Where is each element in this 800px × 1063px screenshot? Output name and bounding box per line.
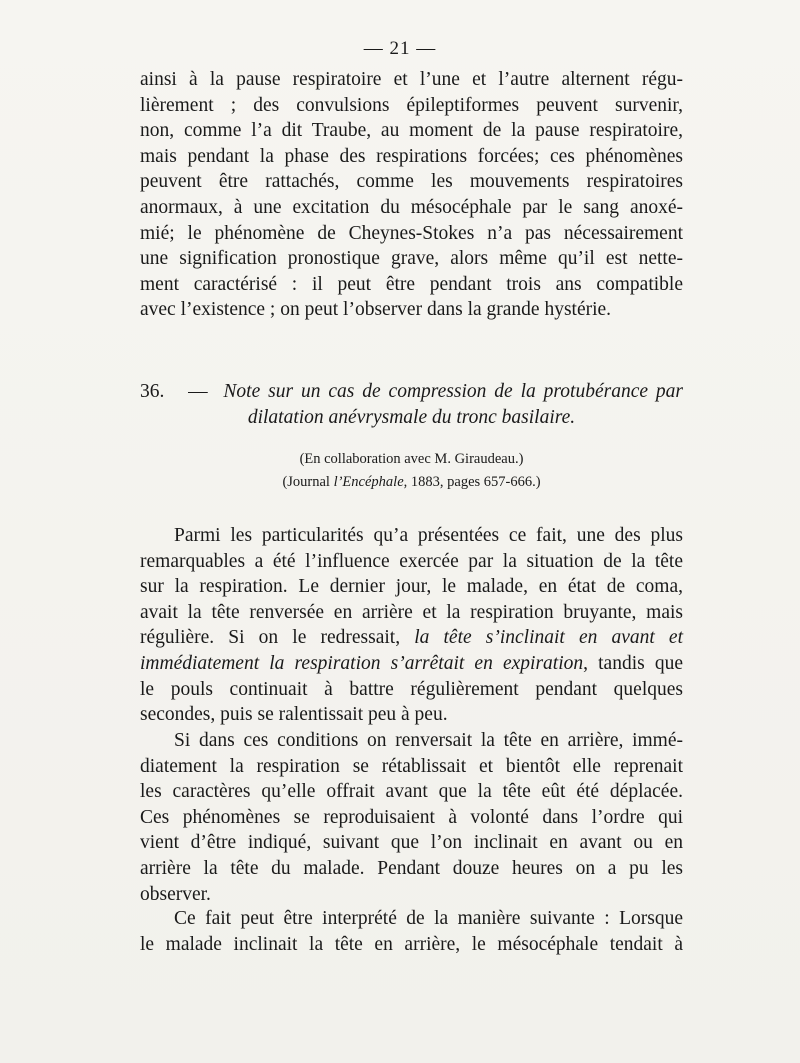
text-span: , tandis que <box>583 652 683 674</box>
text-line: mais pendant la phase des respirations forcées; ces phénomènes <box>140 145 683 167</box>
text-line: avec l’existence ; on peut l’observer dans la grande hystérie. <box>140 299 612 321</box>
section-dash: — <box>188 381 208 402</box>
section-title-part-2: dilatation anévrysmale du tronc basilaire. <box>247 407 576 428</box>
top-paragraph <box>140 67 683 323</box>
text-line: remarquables a été l’influence exercée par la situation de la tête <box>140 550 683 572</box>
text-line: Ce fait peut être interprété de la manière suivante : Lorsque <box>174 908 683 929</box>
section-heading <box>140 379 683 431</box>
text-line: secondes, puis se ralentissait peu à peu. <box>140 704 448 726</box>
section-title-line-1 <box>140 379 683 405</box>
text-span: régulière. Si on le redressait, <box>140 627 415 649</box>
text-line: observer. <box>140 883 211 905</box>
page-number: — 21 — <box>363 38 437 59</box>
text-line: Ces phénomènes se reproduisaient à volonté dans l’ordre qui <box>140 806 683 828</box>
section-number: 36. <box>140 381 165 402</box>
journal-suffix: , 1883, pages 657-666.) <box>403 474 541 490</box>
journal-prefix: (Journal <box>282 474 334 490</box>
body-paragraph-2 <box>140 728 683 907</box>
italic-span: la tête s’inclinait en avant et <box>414 627 683 649</box>
text-line: Si dans ces conditions on renversait la tête en arrière, immé- <box>174 730 683 751</box>
text-line: non, comme l’a dit Traube, au moment de la pause respiratoire, <box>140 120 683 142</box>
text-line: ment caractérisé : il peut être pendant trois ans compatible <box>140 273 683 295</box>
text-line: mié; le phénomène de Cheynes-Stokes n’a pas nécessairement <box>140 222 683 244</box>
text-line: avait la tête renversée en arrière et la respiration bruyante, mais <box>140 601 683 623</box>
text-line: vient d’être indiqué, suivant que l’on inclinait en avant ou en <box>140 832 683 854</box>
text-line: les caractères qu’elle offrait avant que la tête eût été déplacée. <box>140 781 683 803</box>
text-line: le malade inclinait la tête en arrière, le mésocéphale tendait à <box>140 933 683 955</box>
text-line: le pouls continuait à battre régulièrement pendant quelques <box>140 678 683 700</box>
text-line: diatement la respiration se rétablissait et bientôt elle reprenait <box>140 755 683 777</box>
italic-span: immédiatement la respiration s’arrêtait en expiration <box>140 652 584 674</box>
journal-name: l’Encéphale <box>333 474 404 490</box>
text-line: peuvent être rattachés, comme les mouvements respiratoires <box>140 171 683 193</box>
body-paragraph-1 <box>140 523 683 728</box>
text-line: une signification pronostique grave, alors même qu’il est nette- <box>140 248 683 270</box>
text-line: lièrement ; des convulsions épileptiformes peuvent survenir, <box>140 94 683 116</box>
text-line: Parmi les particularités qu’a présentées ce fait, une des plus <box>174 525 683 546</box>
text-line-mixed <box>140 625 683 651</box>
text-line: anormaux, à une excitation du mésocéphale par le sang anoxé- <box>140 196 683 218</box>
text-line: ainsi à la pause respiratoire et l’une et l’autre alternent régu- <box>140 69 683 90</box>
text-line-mixed <box>140 651 683 677</box>
body-paragraph-3 <box>140 906 683 957</box>
text-line: sur la respiration. Le dernier jour, le malade, en état de coma, <box>140 576 683 598</box>
section-title-part-1: Note sur un cas de compression de la protubérance par <box>223 381 684 402</box>
journal-reference <box>140 472 683 492</box>
text-line: arrière la tête du malade. Pendant douze heures on a pu les <box>140 857 683 879</box>
collaboration-note: (En collaboration avec M. Giraudeau.) <box>299 451 524 467</box>
